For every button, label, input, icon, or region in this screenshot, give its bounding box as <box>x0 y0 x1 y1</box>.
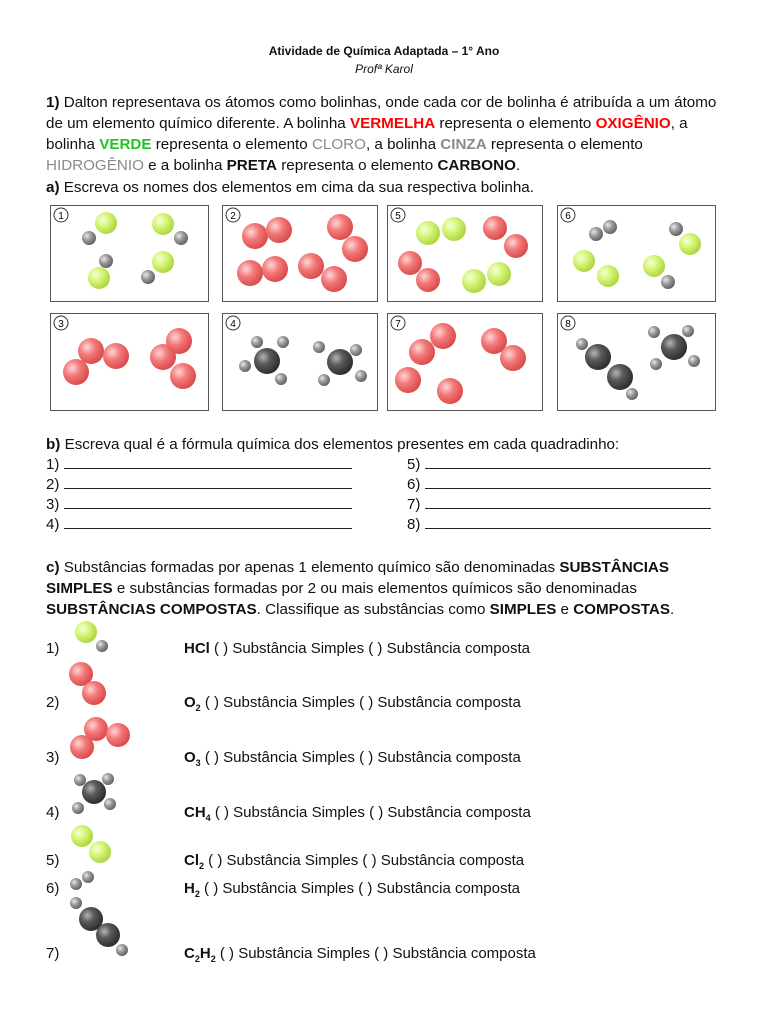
answer-line-2[interactable] <box>46 475 352 495</box>
classify-item-7 <box>46 939 726 969</box>
c2h2-molecule-image <box>66 895 136 961</box>
gray-atom <box>589 227 603 241</box>
answer-line-3[interactable] <box>46 495 352 515</box>
box-label: 1 <box>58 211 64 222</box>
box-label: 2 <box>230 211 236 222</box>
black-atom <box>607 364 633 390</box>
q-c-text-part: e <box>556 601 574 618</box>
q1-text-part: , a bolinha <box>46 115 688 153</box>
red-atom <box>430 323 456 349</box>
q-c-text-part: . <box>669 601 675 618</box>
green-atom <box>416 221 440 245</box>
box-label: 8 <box>565 319 571 330</box>
formula-o2: $O_2$ ( ) Substância Simples ( ) Substância composta <box>184 694 521 713</box>
q1-text-part: e a bolinha <box>143 157 227 174</box>
molecule-box-7 <box>387 313 543 411</box>
gray-atom <box>603 220 617 234</box>
gray-atom <box>82 231 96 245</box>
question-a <box>46 177 726 198</box>
keyword-carbono: CARBONO <box>437 157 516 174</box>
red-atom <box>63 359 89 385</box>
molecule-box-1 <box>50 205 209 302</box>
red-atom <box>416 268 440 292</box>
red-atom <box>327 214 353 240</box>
green-atom <box>643 255 665 277</box>
green-atom <box>462 269 486 293</box>
answer-line-1[interactable] <box>46 455 352 475</box>
question-c <box>46 557 726 620</box>
answer-blank[interactable] <box>64 456 352 469</box>
black-atom <box>254 348 280 374</box>
q1-text-part: Dalton representava os átomos como bolinhas, onde cada cor de bolinha é atribuída a um átomo de um elemento químico diferente. A bolinha <box>46 94 717 132</box>
molecule-box-2 <box>222 205 378 302</box>
classify-item-3 <box>46 743 726 773</box>
gray-atom <box>669 222 683 236</box>
keyword-cinza: CINZA <box>440 136 487 153</box>
red-atom <box>298 253 324 279</box>
answer-number: 5) <box>407 456 421 473</box>
green-atom <box>95 212 117 234</box>
o2-molecule-image <box>64 660 114 710</box>
box-label: 6 <box>565 211 571 222</box>
gray-atom <box>99 254 113 268</box>
classification-options[interactable]: ( ) Substância Simples ( ) Substância composta <box>210 804 531 821</box>
cl2-molecule-image <box>66 824 116 869</box>
red-atom <box>437 378 463 404</box>
q1-text-part: . <box>515 157 521 174</box>
classification-options[interactable]: ( ) Substância Simples ( ) Substância composta <box>209 640 530 657</box>
red-atom <box>483 216 507 240</box>
classification-options[interactable]: ( ) Substância Simples ( ) Substância composta <box>199 880 520 897</box>
question-b <box>46 434 726 455</box>
formula-h2: $H_2$ ( ) Substância Simples ( ) Substância composta <box>184 880 520 899</box>
gray-atom <box>141 270 155 284</box>
q-c-text-part: e substâncias formadas por 2 ou mais elementos químicos são denominadas <box>112 580 637 597</box>
red-atom <box>166 328 192 354</box>
keyword-hidrogenio: HIDROGÊNIO <box>46 157 144 174</box>
red-atom <box>266 217 292 243</box>
red-atom <box>170 363 196 389</box>
ch4-molecule-image <box>68 770 128 820</box>
question-a-text: Escreva os nomes dos elementos em cima da sua respectiva bolinha. <box>59 179 534 196</box>
keyword-simples: SIMPLES <box>489 601 557 618</box>
black-atom <box>327 349 353 375</box>
green-atom <box>679 233 701 255</box>
answer-number: 1) <box>46 456 60 473</box>
answer-line-4[interactable] <box>46 515 352 535</box>
question-1-number: 1) <box>46 94 60 111</box>
box-label: 5 <box>395 211 401 222</box>
green-atom <box>487 262 511 286</box>
classification-options[interactable]: ( ) Substância Simples ( ) Substância composta <box>204 852 525 869</box>
red-atom <box>242 223 268 249</box>
classify-item-6 <box>46 874 726 904</box>
green-atom <box>152 213 174 235</box>
green-atom <box>152 251 174 273</box>
question-1-text <box>46 92 726 176</box>
answer-number: 2) <box>46 476 60 493</box>
answer-number: 4) <box>46 516 60 533</box>
answer-number: 3) <box>46 496 60 513</box>
molecule-box-3 <box>50 313 209 411</box>
formula-o3: $O_3$ ( ) Substância Simples ( ) Substância composta <box>184 749 521 768</box>
red-atom <box>237 260 263 286</box>
box-label: 4 <box>230 319 236 330</box>
green-atom <box>573 250 595 272</box>
q1-text-part: , a bolinha <box>365 136 441 153</box>
red-atom <box>78 338 104 364</box>
gray-atom <box>661 275 675 289</box>
item-number: 3) <box>46 749 60 766</box>
box-label: 3 <box>58 319 64 330</box>
item-number: 6) <box>46 880 60 897</box>
question-b-text: Escreva qual é a fórmula química dos elementos presentes em cada quadradinho: <box>60 436 620 453</box>
item-number: 7) <box>46 945 60 962</box>
answer-number: 7) <box>407 496 421 513</box>
answer-blank[interactable] <box>425 516 711 529</box>
classification-options[interactable]: ( ) Substância Simples ( ) Substância composta <box>200 749 521 766</box>
answer-number: 6) <box>407 476 421 493</box>
gray-atom <box>174 231 188 245</box>
red-atom <box>409 339 435 365</box>
question-a-letter: a) <box>46 179 60 196</box>
molecule-box-8 <box>557 313 716 411</box>
keyword-preta: PRETA <box>226 157 278 174</box>
q1-text-part: representa o elemento <box>435 115 596 132</box>
question-b-letter: b) <box>46 436 61 453</box>
answer-number: 8) <box>407 516 421 533</box>
q1-text-part: representa o elemento <box>151 136 312 153</box>
classify-item-4 <box>46 798 726 828</box>
red-atom <box>342 236 368 262</box>
green-atom <box>442 217 466 241</box>
question-c-letter: c) <box>46 559 60 576</box>
red-atom <box>504 234 528 258</box>
red-atom <box>262 256 288 282</box>
item-number: 2) <box>46 694 60 711</box>
keyword-compostas: COMPOSTAS <box>573 601 670 618</box>
formula-c2h2: $C_2H_2$ ( ) Substância Simples ( ) Substância composta <box>184 945 536 964</box>
item-number: 4) <box>46 804 60 821</box>
h2-molecule-image <box>68 870 108 896</box>
answer-blank[interactable] <box>64 516 352 529</box>
item-number: 1) <box>46 640 60 657</box>
formula-ch4: $CH_4$ ( ) Substância Simples ( ) Substância composta <box>184 804 531 823</box>
molecule-box-4 <box>222 313 378 411</box>
keyword-verde: VERDE <box>99 136 152 153</box>
classification-options[interactable]: ( ) Substância Simples ( ) Substância composta <box>200 694 521 711</box>
q1-text-part: representa o elemento <box>277 157 438 174</box>
answer-line-7[interactable] <box>407 495 711 515</box>
answer-line-6[interactable] <box>407 475 711 495</box>
red-atom <box>500 345 526 371</box>
keyword-substancias-simples: SUBSTÂNCIAS SIMPLES <box>46 559 670 597</box>
molecule-box-5 <box>387 205 543 302</box>
red-atom <box>321 266 347 292</box>
keyword-vermelha: VERMELHA <box>349 115 436 132</box>
keyword-oxigenio: OXIGÊNIO <box>595 115 671 132</box>
answer-blank[interactable] <box>425 496 711 509</box>
answer-blank[interactable] <box>425 476 711 489</box>
classify-item-5 <box>46 846 726 876</box>
answer-line-8[interactable] <box>407 515 711 535</box>
q-c-text-part: . Classifique as substâncias como <box>256 601 490 618</box>
teacher-name: Profª Karol <box>355 62 413 76</box>
green-atom <box>88 267 110 289</box>
answer-blank[interactable] <box>64 476 352 489</box>
answer-line-5[interactable] <box>407 455 711 475</box>
green-atom <box>597 265 619 287</box>
keyword-substancias-compostas: SUBSTÂNCIAS COMPOSTAS <box>46 601 257 618</box>
red-atom <box>395 367 421 393</box>
answer-blank[interactable] <box>64 496 352 509</box>
red-atom <box>398 251 422 275</box>
classify-item-1 <box>46 634 726 664</box>
formula-cl2: $Cl_2$ ( ) Substância Simples ( ) Substância composta <box>184 852 525 871</box>
answer-blank[interactable] <box>425 456 711 469</box>
formula-hcl: HCl ( ) Substância Simples ( ) Substância composta <box>184 640 530 657</box>
hcl-molecule-image <box>66 618 116 658</box>
q1-text-part: representa o elemento <box>486 136 643 153</box>
box-label: 7 <box>395 319 401 330</box>
o3-molecule-image <box>66 713 136 763</box>
q-c-text-part: Substâncias formadas por apenas 1 elemento químico são denominadas <box>59 559 560 576</box>
red-atom <box>103 343 129 369</box>
classification-options[interactable]: ( ) Substância Simples ( ) Substância composta <box>215 945 536 962</box>
keyword-cloro: CLORO <box>311 136 366 153</box>
worksheet-title: Atividade de Química Adaptada – 1° Ano <box>268 44 500 58</box>
black-atom <box>661 334 687 360</box>
item-number: 5) <box>46 852 60 869</box>
black-atom <box>585 344 611 370</box>
molecule-box-6 <box>557 205 716 302</box>
classify-item-2 <box>46 688 726 718</box>
